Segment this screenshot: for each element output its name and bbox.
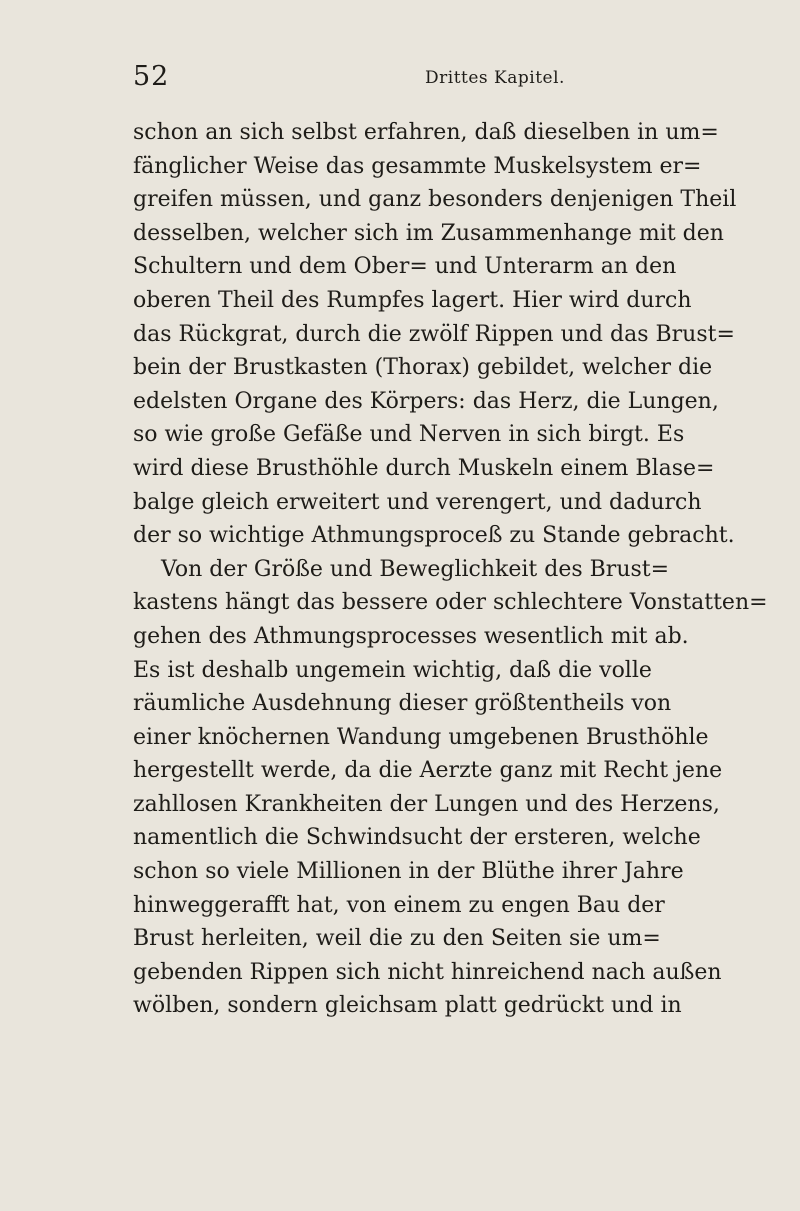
- text-line: wölben, sondern gleichsam platt gedrückt und in: [133, 993, 682, 1019]
- text-line: balge gleich erweitert und verengert, und dadurch: [133, 489, 702, 515]
- text-line: schon an sich selbst erfahren, daß dieselben in um=: [133, 120, 719, 145]
- page-header: [133, 62, 653, 102]
- text-line: edelsten Organe des Körpers: das Herz, die Lungen,: [133, 388, 719, 414]
- text-line: so wie große Gefäße und Nerven in sich birgt. Es: [133, 422, 685, 448]
- text-line: zahllosen Krankheiten der Lungen und des Herzens,: [133, 791, 720, 817]
- text-line: namentlich die Schwindsucht der ersteren, welche: [133, 825, 701, 851]
- page-number: 52: [133, 61, 170, 92]
- text-line: fänglicher Weise das gesammte Muskelsystem er=: [133, 153, 702, 179]
- text-line: gebenden Rippen sich nicht hinreichend nach außen: [133, 959, 722, 985]
- running-head: Drittes Kapitel.: [425, 68, 565, 88]
- text-line: der so wichtige Athmungsproceß zu Stande gebracht.: [133, 523, 735, 549]
- text-line: hergestellt werde, da die Aerzte ganz mit Recht jene: [133, 758, 723, 784]
- text-line: desselben, welcher sich im Zusammenhange mit den: [133, 220, 724, 246]
- text-line: räumliche Ausdehnung dieser größtentheils von: [133, 691, 672, 717]
- text-line: wird diese Brusthöhle durch Muskeln einem Blase=: [133, 455, 715, 481]
- text-line: Brust herleiten, weil die zu den Seiten sie um=: [133, 926, 661, 952]
- body-text: [133, 116, 768, 1023]
- text-line: das Rückgrat, durch die zwölf Rippen und das Brust=: [133, 321, 735, 347]
- text-line: Von der Größe und Beweglichkeit des Brust=: [161, 556, 670, 582]
- text-line: schon so viele Millionen in der Blüthe ihrer Jahre: [133, 859, 684, 885]
- text-line: oberen Theil des Rumpfes lagert. Hier wird durch: [133, 287, 692, 313]
- text-line: gehen des Athmungsprocesses wesentlich mit ab.: [133, 623, 689, 649]
- text-line: Es ist deshalb ungemein wichtig, daß die volle: [133, 657, 652, 683]
- text-line: bein der Brustkasten (Thorax) gebildet, welcher die: [133, 355, 713, 381]
- text-line: hinweggerafft hat, von einem zu engen Bau der: [133, 892, 665, 918]
- text-line: greifen müssen, und ganz besonders denjenigen Theil: [133, 187, 737, 213]
- text-line: Schultern und dem Ober= und Unterarm an den: [133, 254, 677, 280]
- text-line: einer knöchernen Wandung umgebenen Brusthöhle: [133, 724, 709, 750]
- text-line: kastens hängt das bessere oder schlechtere Vonstatten=: [133, 590, 768, 616]
